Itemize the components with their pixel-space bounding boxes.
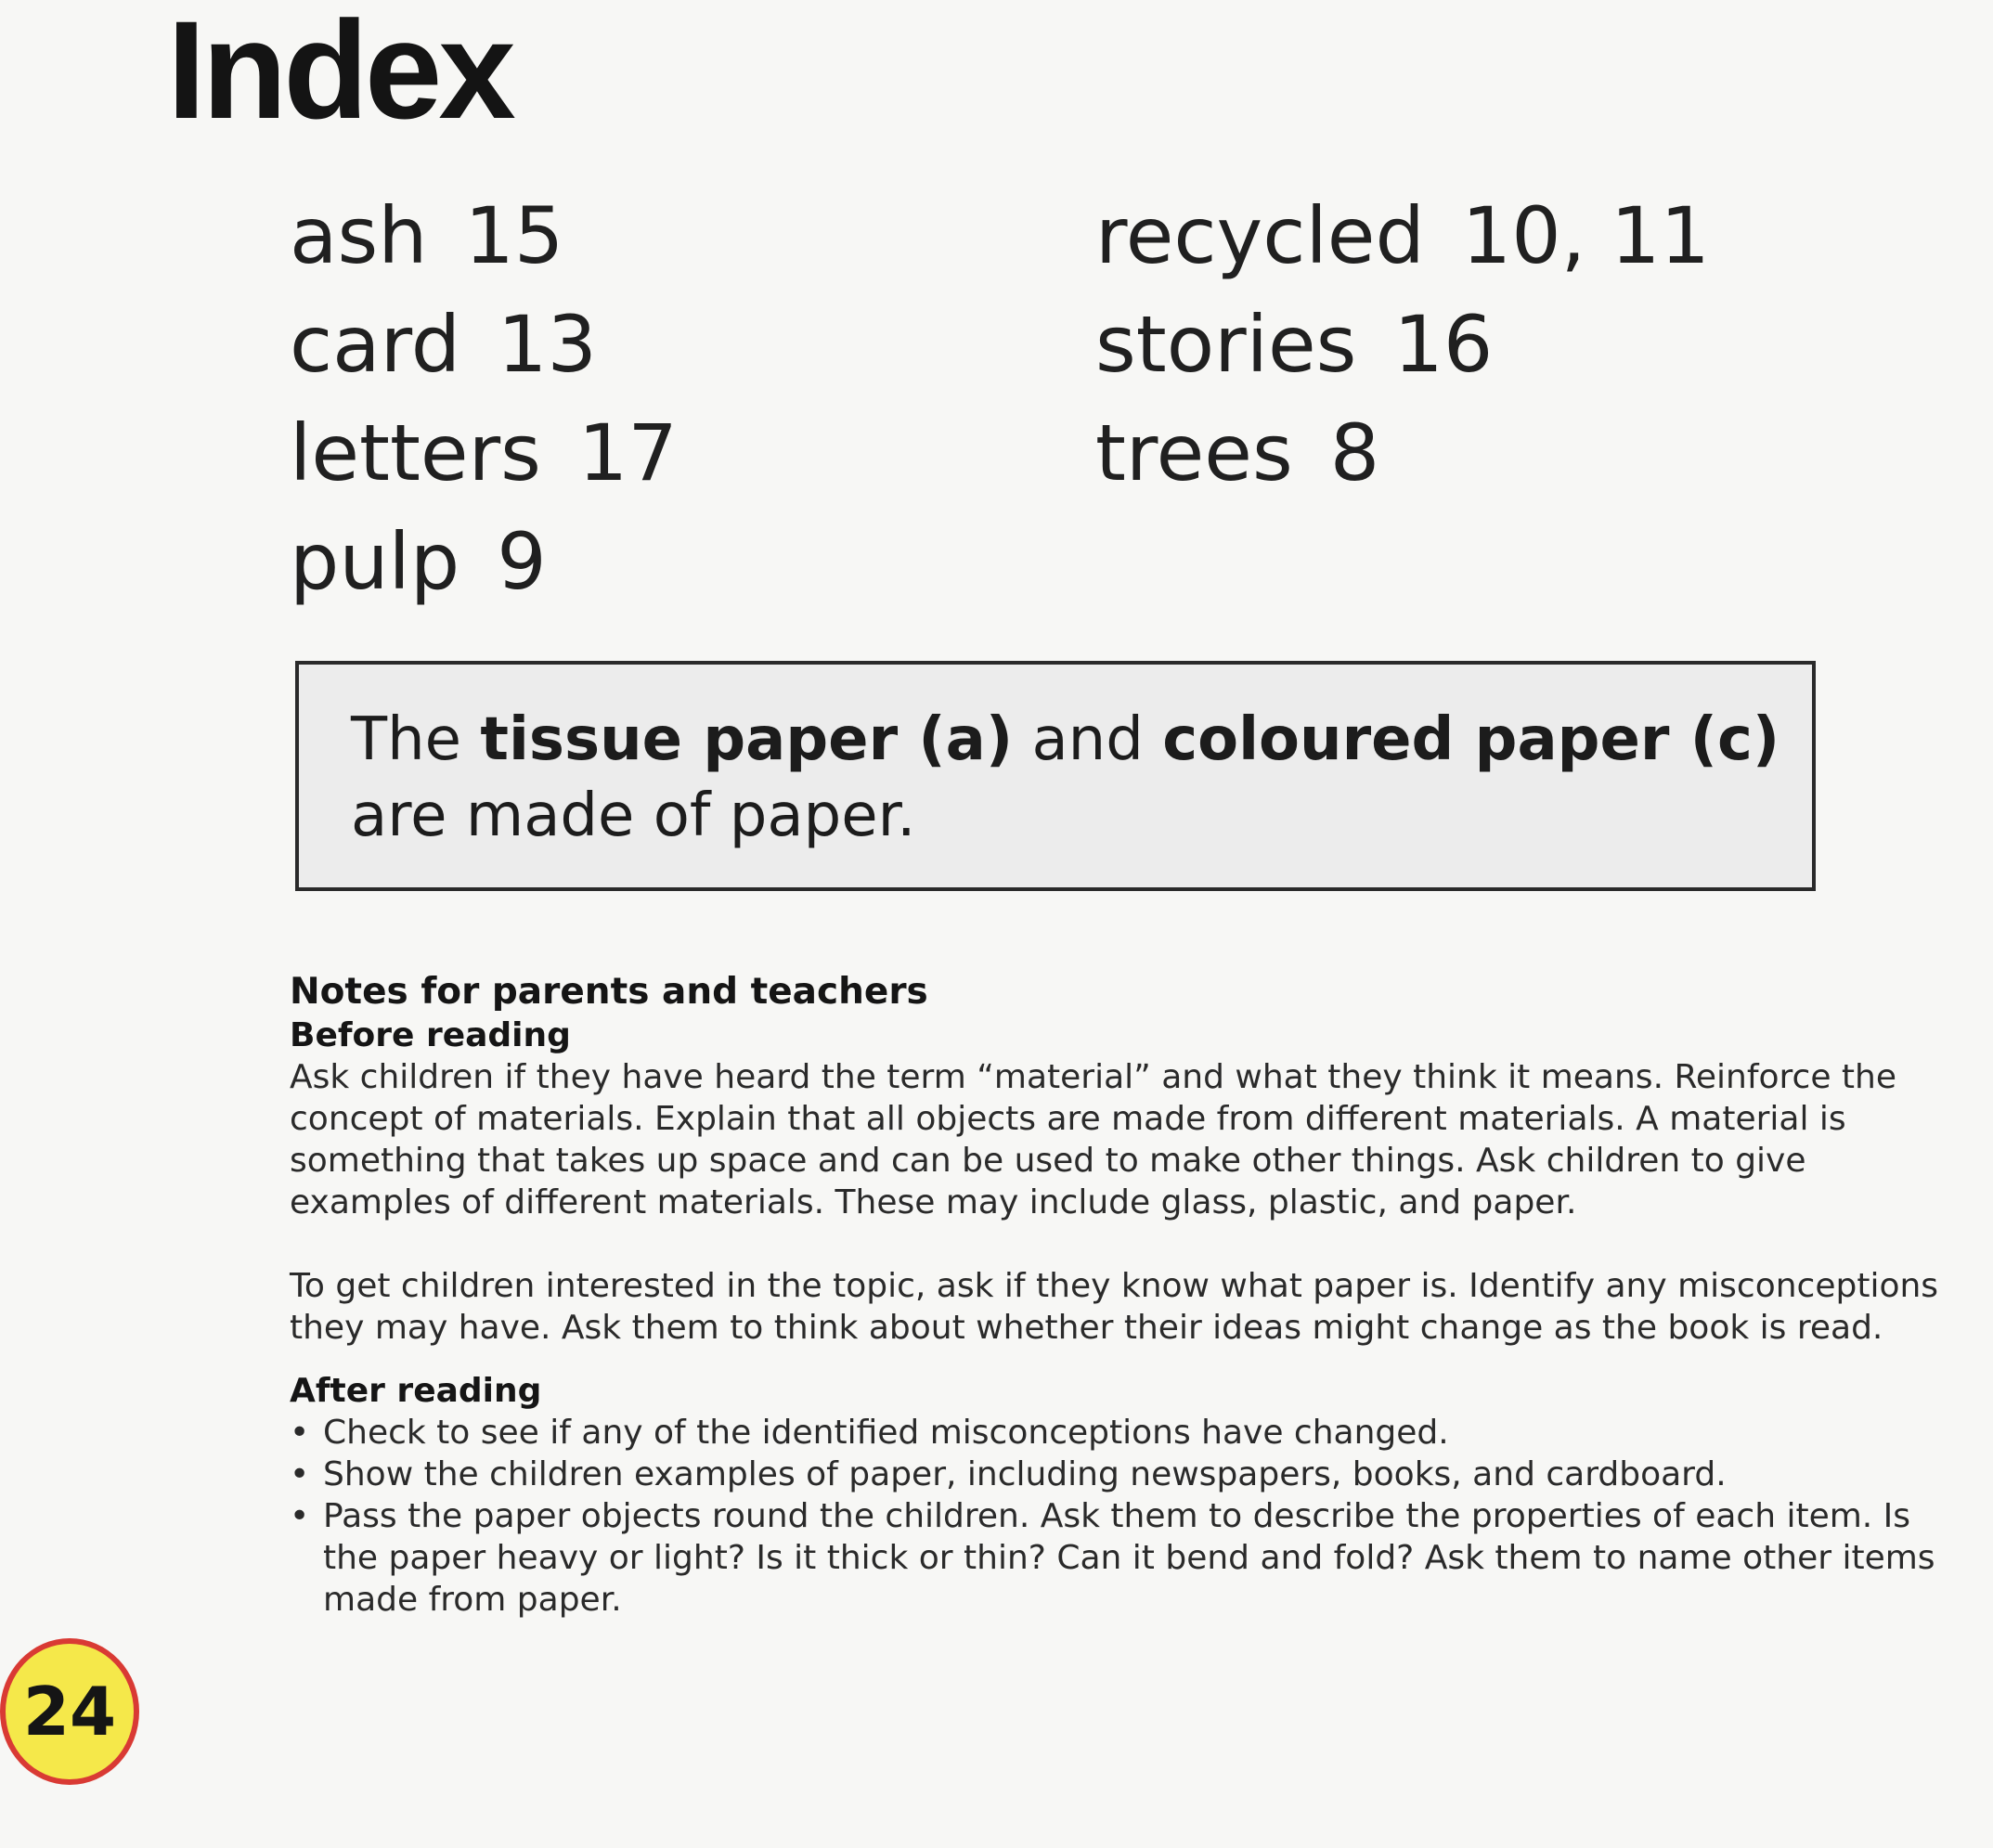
- index-term: letters: [290, 407, 541, 498]
- index-entry: [1095, 291, 1710, 399]
- index-pages: 8: [1329, 407, 1380, 498]
- index-pages: 13: [498, 299, 597, 390]
- answer-text: and: [1013, 705, 1163, 774]
- list-item-text: Show the children examples of paper, including newspapers, books, and cardboard.: [323, 1455, 1727, 1493]
- index-term: trees: [1095, 407, 1293, 498]
- index-entry: [1095, 182, 1710, 291]
- answer-text: are made of paper.: [351, 782, 916, 850]
- answer-box: [295, 661, 1816, 891]
- index-term: ash: [290, 190, 428, 281]
- notes-heading: Notes for parents and teachers: [290, 971, 928, 1013]
- answer-highlight: coloured paper (c): [1162, 705, 1780, 774]
- index-pages: 17: [577, 407, 678, 498]
- index-pages: 10, 11: [1461, 190, 1710, 281]
- bullet-icon: •: [290, 1414, 310, 1452]
- bullet-icon: •: [290, 1455, 310, 1493]
- index-term: pulp: [290, 516, 460, 607]
- page-number-badge: [0, 1638, 139, 1785]
- index-entry: [290, 399, 678, 508]
- list-item: [290, 1454, 1942, 1495]
- notes-paragraph: To get children interested in the topic, ask if they know what paper is. Identify any misconceptions they may have. Ask them to think about whether their ideas might change as the book is read.: [290, 1267, 1939, 1347]
- index-column-right: [1095, 182, 1710, 508]
- after-reading-list: [290, 1412, 1942, 1621]
- index-entry: [290, 508, 678, 616]
- index-term: recycled: [1095, 190, 1425, 281]
- page-title: Index: [167, 0, 512, 148]
- bullet-icon: •: [290, 1497, 310, 1535]
- before-reading-heading: Before reading: [290, 1016, 571, 1054]
- index-pages: 9: [497, 516, 547, 607]
- answer-highlight: tissue paper (a): [480, 705, 1014, 774]
- index-column-left: [290, 182, 678, 616]
- notes-section: [290, 970, 1942, 1621]
- index-term: stories: [1095, 299, 1357, 390]
- list-item-text: Check to see if any of the identified misconceptions have changed.: [323, 1414, 1449, 1452]
- list-item-text: Pass the paper objects round the children. Ask them to describe the properties of each item. Is the paper heavy or light? Is it thick or thin? Can it bend and fold? Ask them to name other items made from paper.: [323, 1497, 1935, 1619]
- index-pages: 16: [1393, 299, 1494, 390]
- list-item: [290, 1495, 1942, 1621]
- index-entry: [290, 291, 678, 399]
- notes-paragraph: Ask children if they have heard the term “material” and what they think it means. Reinforce the concept of materials. Explain that all objects are made from different materials. A material is something that takes up space and can be used to make other things. Ask children to give examples of different materials. These may include glass, plastic, and paper.: [290, 1058, 1896, 1221]
- index-pages: 15: [464, 190, 564, 281]
- index-entry: [290, 182, 678, 291]
- index-term: card: [290, 299, 461, 390]
- index-entry: [1095, 399, 1710, 508]
- page-number: 24: [22, 1673, 117, 1751]
- after-reading-heading: After reading: [290, 1372, 542, 1410]
- list-item: [290, 1412, 1942, 1454]
- answer-text: The: [351, 705, 481, 774]
